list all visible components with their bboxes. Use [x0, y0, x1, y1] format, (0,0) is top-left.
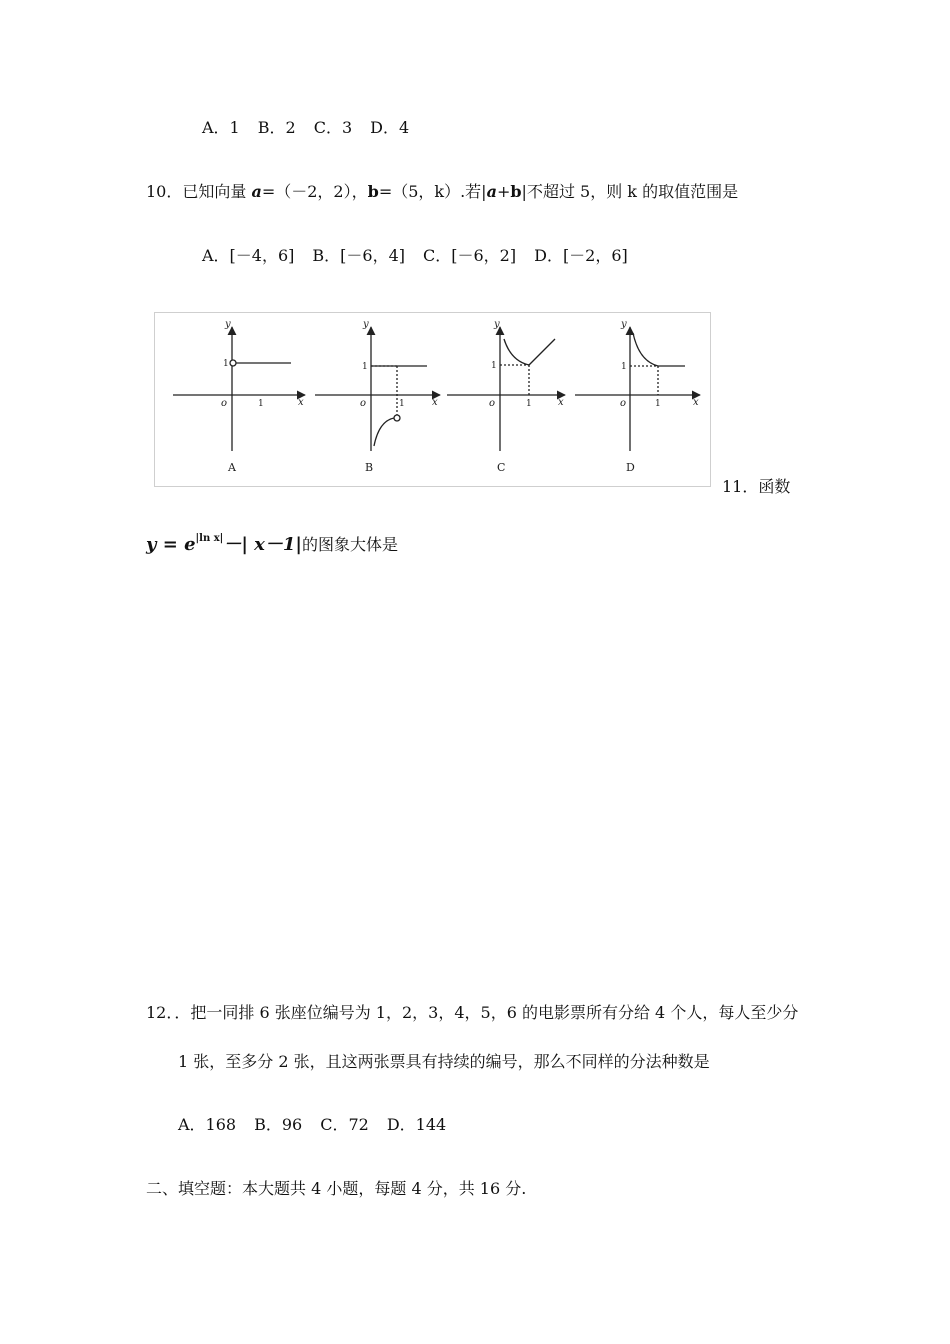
graph-d-x-label: x	[693, 397, 699, 408]
graph-c-y-label: y	[494, 319, 500, 330]
q11-graphs-figure	[154, 312, 711, 487]
q12-option-d: D．144	[386, 1115, 447, 1134]
graph-d-label: D	[626, 461, 635, 474]
graph-a-x-tick: 1	[258, 399, 264, 409]
q11-formula-rhs: －| x－1|	[223, 534, 302, 555]
graph-d-x-tick: 1	[655, 399, 661, 409]
graph-b-x-tick: 1	[399, 399, 405, 409]
q12-line2: 1 张，至多分 2 张，且这两张票具有持续的编号，那么不同样的分法种数是	[178, 1052, 710, 1071]
q12-option-c: C．72	[320, 1115, 369, 1134]
graph-b	[315, 327, 440, 451]
q12-options	[178, 1115, 464, 1135]
q11-graphs-svg	[155, 313, 710, 486]
graph-a-y-tick: 1	[223, 359, 229, 369]
graph-c-y-tick: 1	[491, 361, 497, 371]
graph-a-y-label: y	[225, 319, 231, 330]
section-2-heading: 二、填空题：本大题共 4 小题，每题 4 分，共 16 分.	[146, 1179, 527, 1198]
graph-b-label: B	[365, 461, 374, 474]
q10-option-d: D．[－2，6]	[534, 246, 628, 265]
q9-option-a: A．1	[202, 118, 240, 137]
q9-option-d: D．4	[370, 118, 410, 137]
q10-a-value: =（－2，2），	[261, 182, 368, 201]
q10-number: 10．	[146, 182, 183, 201]
graph-a-label: A	[228, 461, 236, 474]
graph-d-y-tick: 1	[621, 362, 627, 372]
q12-option-a: A．168	[178, 1115, 237, 1134]
q11-suffix: 的图象大体是	[301, 535, 398, 554]
q10-suffix: |不超过 5，则 k 的取值范围是	[521, 182, 739, 201]
graph-d	[575, 327, 700, 451]
graph-b-origin: o	[360, 398, 367, 409]
q10-options	[202, 246, 646, 266]
q10-option-a: A．[－4，6]	[202, 246, 295, 265]
graph-d-origin: o	[620, 398, 627, 409]
q10-plus: +	[496, 182, 511, 201]
graph-b-x-label: x	[432, 397, 438, 408]
graph-a-x-label: x	[298, 397, 304, 408]
q10-option-c: C．[－6，2]	[423, 246, 517, 265]
graph-c-x-label: x	[558, 397, 564, 408]
q10-vector-a: a	[251, 182, 262, 201]
graph-d-y-label: y	[621, 319, 627, 330]
graph-b-y-label: y	[363, 319, 369, 330]
graph-b-y-tick: 1	[362, 362, 368, 372]
graph-c-label: C	[497, 461, 506, 474]
q9-options	[202, 118, 427, 138]
q11-number: 11．函数	[722, 477, 791, 496]
graph-a-origin: o	[221, 398, 228, 409]
graph-c-x-tick: 1	[526, 399, 532, 409]
q9-option-b: B．2	[257, 118, 296, 137]
q10-sum-a: a	[486, 182, 497, 201]
graph-c-origin: o	[489, 398, 496, 409]
q11-formula-lhs: y = e	[146, 534, 196, 555]
q10-sum-b: b	[510, 182, 522, 201]
graph-c	[447, 327, 565, 451]
q9-option-c: C．3	[313, 118, 353, 137]
q11-formula	[146, 528, 398, 556]
q11-formula-exponent: |ln x|	[195, 533, 224, 544]
q12-line1: 12．．把一同排 6 张座位编号为 1，2，3，4，5，6 的电影票所有分给 4 个人，每人至少分	[146, 1003, 799, 1022]
q10-option-b: B．[－6，4]	[312, 246, 406, 265]
q10-prefix: 已知向量	[182, 182, 252, 201]
graph-a	[173, 327, 305, 451]
q10-vector-b: b	[367, 182, 379, 201]
q10-stem	[146, 182, 738, 202]
q12-option-b: B．96	[254, 1115, 303, 1134]
q10-b-value: =（5，k）.若|	[378, 182, 487, 201]
